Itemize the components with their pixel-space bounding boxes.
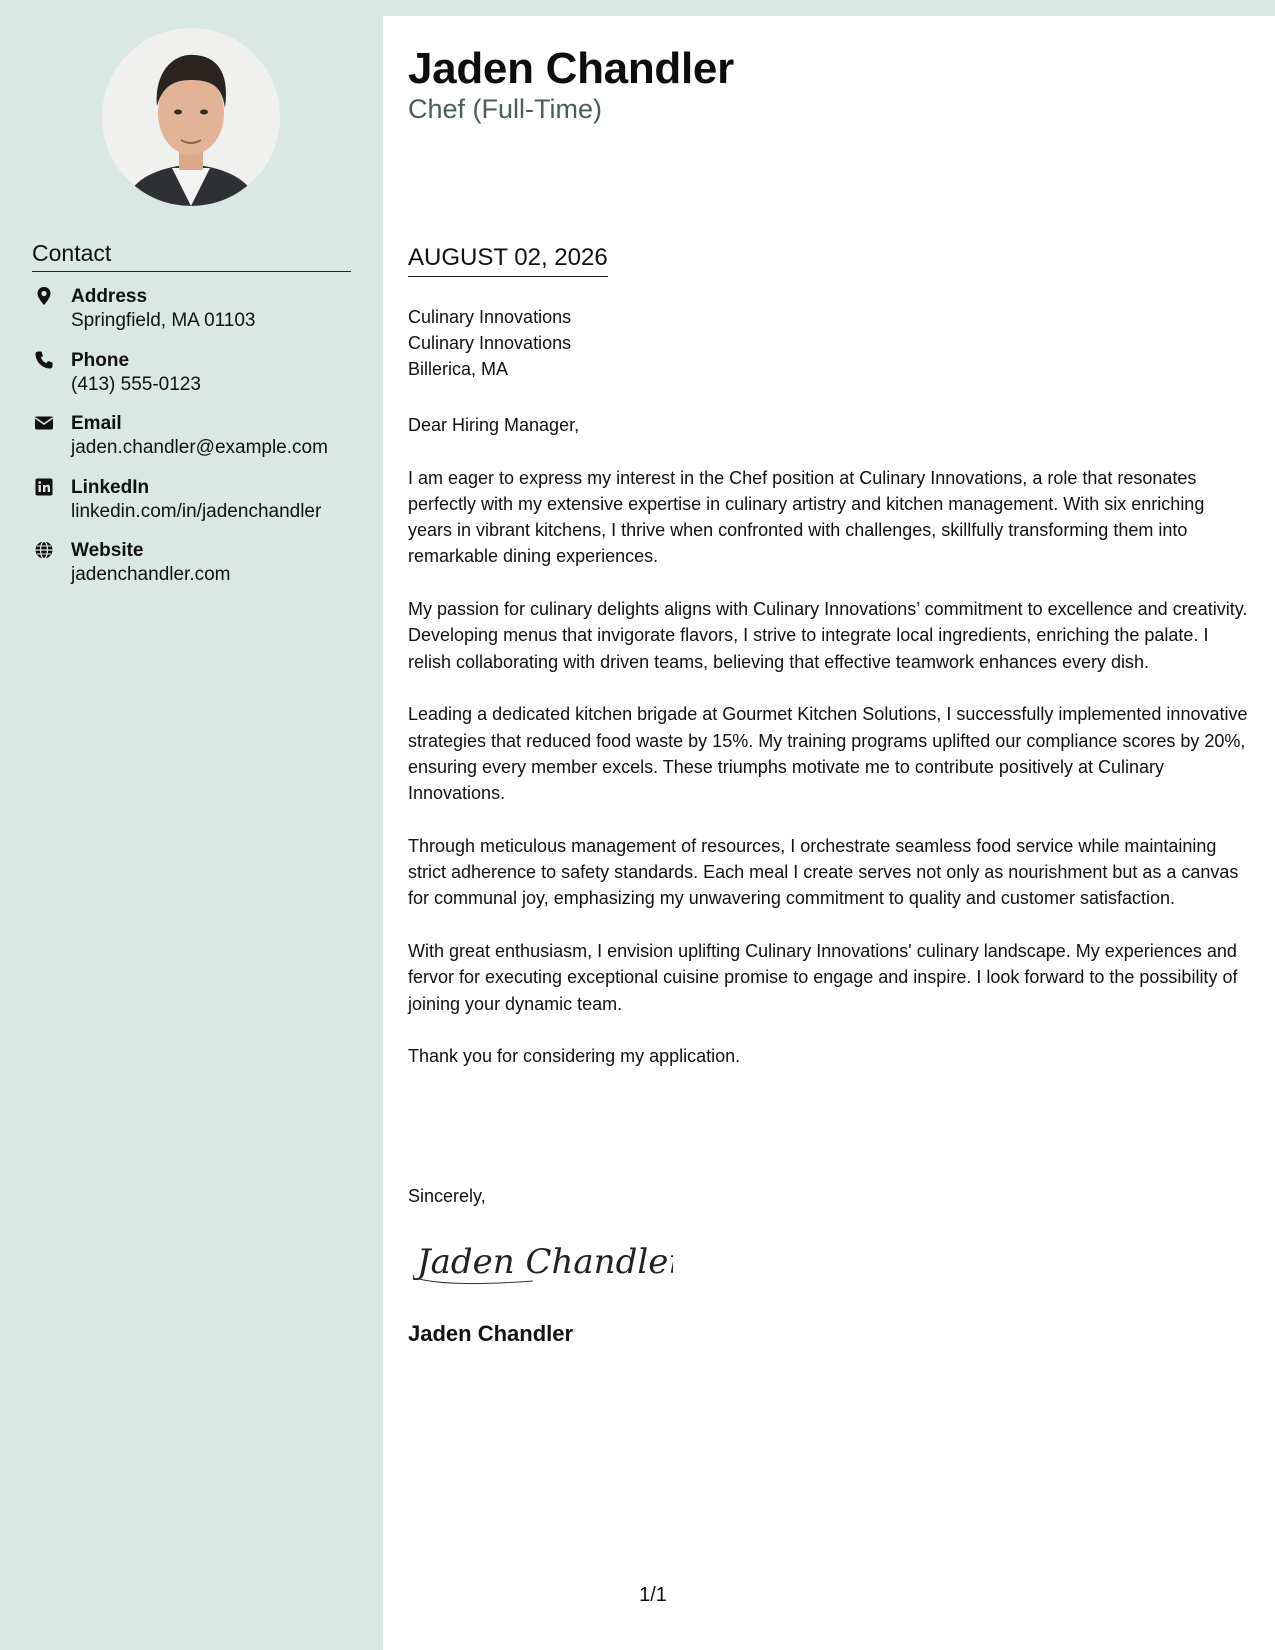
sidebar [0, 0, 383, 1650]
contact-list [32, 285, 362, 603]
email-value: jaden.chandler@example.com [71, 437, 328, 458]
closing: Sincerely, [408, 1186, 486, 1206]
contact-email [32, 412, 362, 476]
phone-icon [34, 350, 54, 370]
linkedin-label: LinkedIn [71, 476, 150, 498]
applicant-name: Jaden Chandler [408, 44, 734, 93]
website-label: Website [71, 540, 144, 561]
contact-phone [32, 349, 362, 413]
body-paragraph: I am eager to express my interest in the Chef position at Culinary Innovations, a role that resonates perfectly with my extensive expertise in culinary artistry and kitchen management. With six enriching years in vibrant kitchens, I thrive when confronted with challenges, skillfully transforming them into remarkable dining experiences. [408, 467, 1205, 567]
handwritten-signature [413, 1231, 673, 1296]
signer-name: Jaden Chandler [408, 1321, 574, 1346]
recipient-line: Billerica, MA [408, 359, 509, 379]
contact-linkedin [32, 476, 362, 540]
phone-label: Phone [71, 349, 130, 371]
body-paragraph: With great enthusiasm, I envision uplifting Culinary Innovations' culinary landscape. My experiences and fervor for executing exceptional cuisine promise to engage and inspire. I look forward to the possibility of joining your dynamic team. [408, 940, 1238, 1014]
linkedin-value: linkedin.com/in/jadenchandler [71, 500, 322, 522]
salutation: Dear Hiring Manager, [408, 415, 580, 435]
recipient-line: Culinary Innovations [408, 333, 572, 353]
profile-photo [102, 28, 280, 206]
website-value: jadenchandler.com [71, 564, 231, 585]
body-paragraph: Through meticulous management of resources, I orchestrate seamless food service while maintaining strict adherence to safety standards. Each meal I create serves not only as nourishment but as a canvas for communal joy, emphasizing my unwavering commitment to quality and customer satisfaction. [408, 835, 1239, 909]
address-value: Springfield, MA 01103 [71, 310, 256, 331]
contact-address [32, 285, 362, 349]
contact-heading: Contact [32, 240, 351, 272]
body-paragraph: Thank you for considering my application. [408, 1046, 741, 1067]
letter-page [383, 16, 1275, 1650]
globe-icon [34, 540, 54, 560]
body-paragraph: My passion for culinary delights aligns with Culinary Innovations’ commitment to excellence and creativity. Developing menus that invigorate flavors, I strive to integrate local ingredients, enriching the palate. I relish collaborating with driven teams, believing that effective teamwork enhances every dish. [408, 599, 1248, 672]
recipient-line: Culinary Innovations [408, 307, 572, 327]
recipient-block [408, 304, 571, 382]
contact-website [32, 539, 362, 603]
address-label: Address [71, 286, 148, 307]
letter-body [408, 412, 1253, 1096]
envelope-icon [34, 413, 54, 433]
page-number: 1/1 [639, 1584, 667, 1606]
email-label: Email [71, 413, 122, 434]
applicant-role: Chef (Full-Time) [408, 94, 603, 124]
phone-value: (413) 555-0123 [71, 373, 201, 395]
signature-text: Jaden Chandler [417, 1242, 673, 1282]
body-paragraph: Leading a dedicated kitchen brigade at Gourmet Kitchen Solutions, I successfully implemented innovative strategies that reduced food waste by 15%. My training programs uplifted our compliance scores by 20%, ensuring every member excels. These triumphs motivate me to contribute positively at Culinary Innovations. [408, 704, 1248, 804]
letter-date: AUGUST 02, 2026 [408, 244, 608, 277]
linkedin-icon [34, 477, 54, 497]
location-pin-icon [34, 286, 54, 306]
